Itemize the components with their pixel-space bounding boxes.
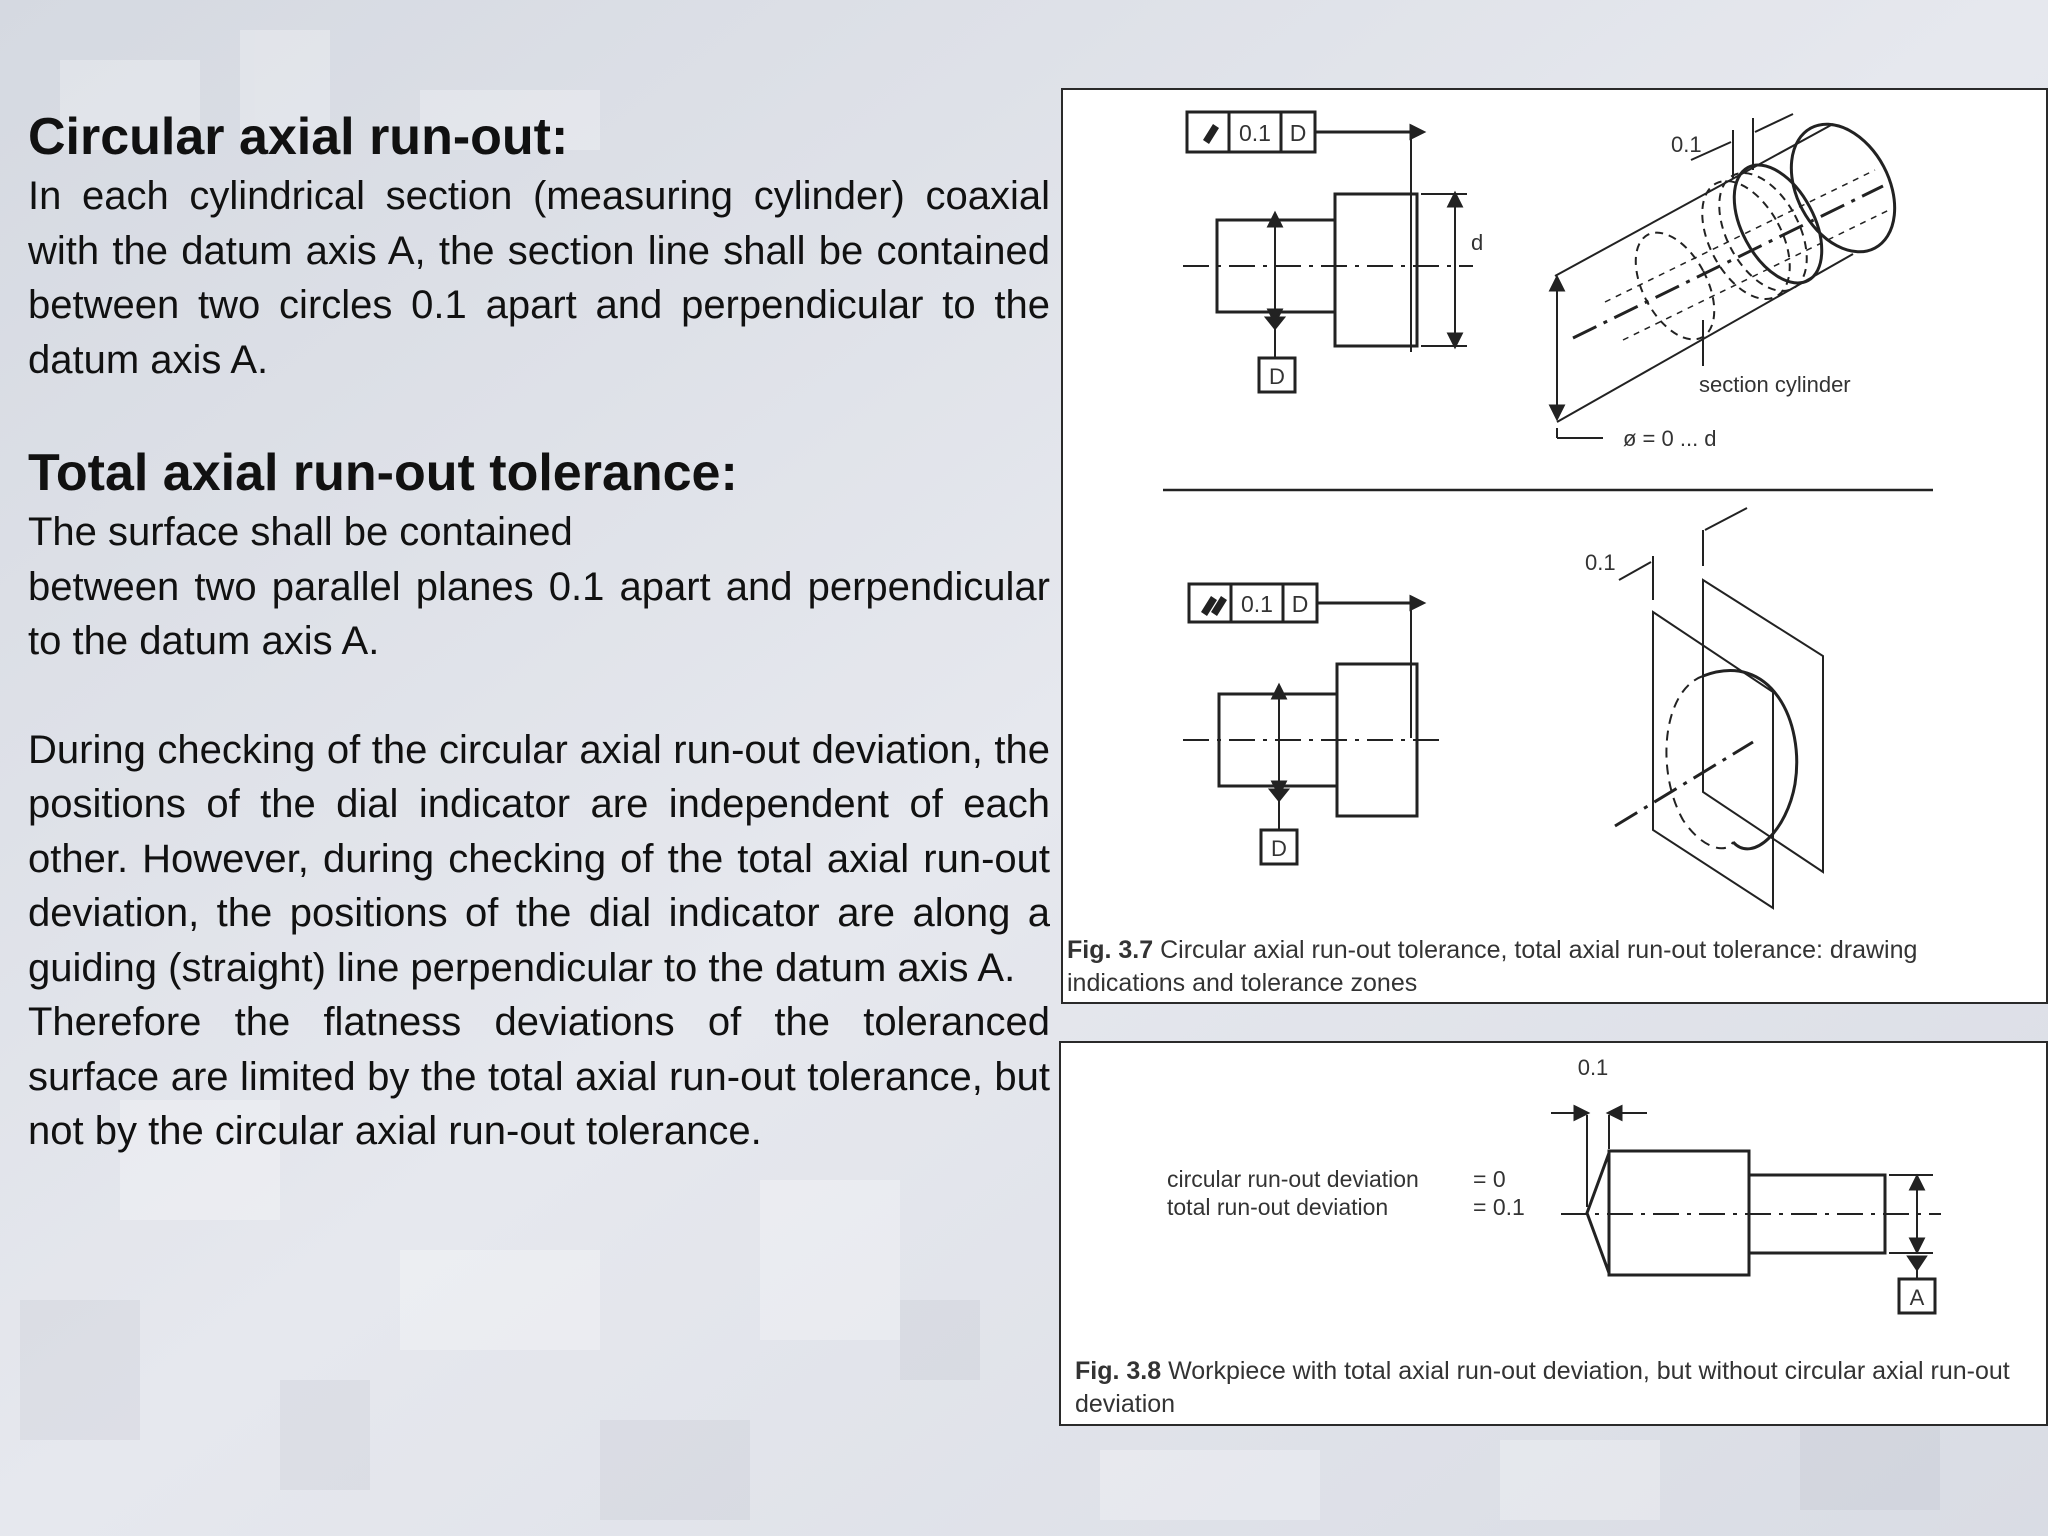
circular-runout-value: = 0 [1473, 1166, 1506, 1192]
datum-letter-bottom: D [1271, 836, 1287, 861]
fcf-datum-top: D [1289, 120, 1307, 146]
figure-3-7-drawing [1063, 90, 2048, 1004]
figure-3-7-caption [1067, 934, 2042, 1000]
figure-3-8-caption-text: Workpiece with total axial run-out deviation, but without circular axial run-out deviation [1075, 1357, 2010, 1418]
paragraph-total-axial-runout-line1: The surface shall be contained [28, 510, 573, 554]
datum-letter-top: D [1269, 364, 1285, 389]
diameter-label: d [1471, 230, 1484, 255]
shaft-large-top [1335, 194, 1417, 346]
diameter-range-label: ø = 0 ... d [1623, 426, 1717, 451]
section-cylinder-label: section cylinder [1699, 372, 1851, 397]
datum-letter-a: A [1909, 1285, 1925, 1310]
paragraph-circular-axial-runout: In each cylindrical section (measuring cylinder) coaxial with the datum axis A, the section line shall be contained between two circles 0.1 apart and perpendicular to the datum axis A. [28, 174, 1050, 382]
zone-value-bottom: 0.1 [1585, 550, 1616, 575]
paragraph-checking: During checking of the circular axial run-out deviation, the positions of the dial indicator are independent of each other. However, during checking of the total axial run-out deviation, the positions of the dial indicator are along a guiding (straight) line perpendicular to the datum axis A. [28, 727, 1050, 990]
fcf-value-bottom: 0.1 [1241, 591, 1273, 617]
paragraph-flatness: Therefore the flatness deviations of the toleranced surface are limited by the total axial run-out tolerance, but not by the circular axial run-out tolerance. [28, 1000, 1050, 1153]
zone-value-fig38: 0.1 [1577, 1055, 1609, 1080]
figure-3-8-caption [1075, 1355, 2035, 1421]
figure-3-8 [1059, 1041, 2048, 1426]
circular-runout-label: circular run-out deviation [1167, 1166, 1419, 1192]
figure-3-7 [1061, 88, 2048, 1004]
paragraph-total-axial-runout: between two parallel planes 0.1 apart and perpendicular to the datum axis A. [28, 564, 1050, 663]
figure-3-7-number: Fig. 3.7 [1067, 936, 1154, 964]
heading-circular-axial-runout: Circular axial run-out: [28, 108, 569, 166]
runout-arrow-icon [1203, 124, 1219, 144]
figure-3-8-number: Fig. 3.8 [1075, 1357, 1162, 1385]
fcf-datum-bottom: D [1291, 591, 1309, 617]
figure-3-7-caption-text: Circular axial run-out tolerance, total axial run-out tolerance: drawing indications and tolerance zones [1067, 936, 1918, 997]
text-column [28, 105, 1050, 1159]
total-runout-label: total run-out deviation [1167, 1194, 1389, 1220]
zone-value-top: 0.1 [1671, 132, 1702, 157]
total-runout-value: = 0.1 [1473, 1194, 1525, 1220]
heading-total-axial-runout: Total axial run-out tolerance: [28, 444, 738, 502]
fcf-value-top: 0.1 [1239, 120, 1271, 146]
